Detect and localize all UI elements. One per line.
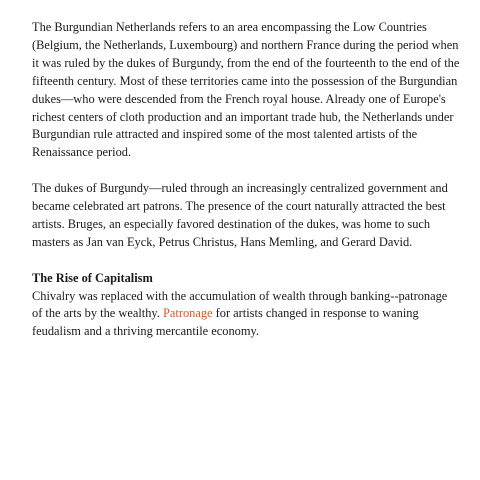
intro-paragraph: The Burgundian Netherlands refers to an area encompassing the Low Countries (Belgium, the Netherlands, Luxembourg) and northern France during the period when it was ruled by the dukes of Burgundy, from the end of the fourteenth to the end of the fifteenth century. Most of these territories came into the possession of the Burgundian dukes—who were descended from the French royal house. Already one of Europe's richest centers of cloth production and an important trade hub, the Netherlands under Burgundian rule attracted and inspired some of the most talented artists of the Renaissance period. <box>32 20 460 160</box>
section-paragraph <box>32 288 460 342</box>
patronage-link[interactable]: Patronage <box>162 306 213 321</box>
article-content <box>32 19 460 341</box>
section-text-after-link: for artists changed in response to waning feudalism and a thriving mercantile economy. <box>32 306 419 339</box>
capitalism-section <box>32 270 460 342</box>
section-text-before-link: Chivalry was replaced with the accumulation of wealth through banking--patronage of the arts by the wealthy. <box>32 288 448 321</box>
dukes-paragraph: The dukes of Burgundy—ruled through an increasingly centralized government and became celebrated art patrons. The presence of the court naturally attracted the best artists. Bruges, an especially favored destination of the dukes, was home to such masters as Jan van Eyck, Petrus Christus, Hans Memling, and Gerard David. <box>32 181 448 249</box>
section-heading: The Rise of Capitalism <box>32 270 153 285</box>
